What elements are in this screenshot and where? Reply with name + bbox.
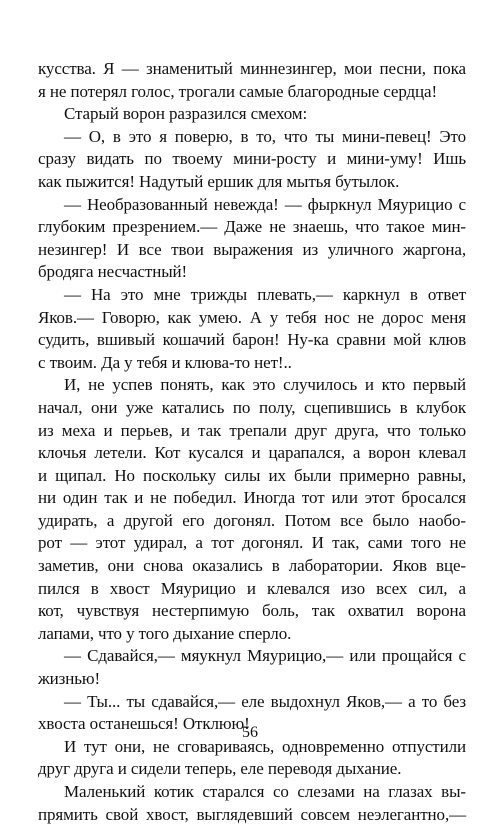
text-line: с твоим. Да у тебя и клюва-то нет!.. (38, 352, 292, 372)
text-line: ни один так и не победил. Иногда тот или этот бросался (38, 488, 466, 508)
text-line: друг друга и сидели теперь, еле переводя дыхание. (38, 759, 402, 779)
text-line: жизнью! (38, 669, 101, 689)
text-line: Маленький котик старался со слезами на глазах вы- (64, 782, 466, 801)
text-line: глубоким презрением.— Даже не знаешь, что такое мин- (38, 217, 466, 237)
text-line: кусства. Я — знаменитый миннезингер, мои песни, пока (38, 59, 466, 78)
text-line: начал, они уже катались по полу, сцепившись в клубок (38, 397, 466, 417)
text-line: сразу видать по твоему мини-росту и мини-уму! Ишь (38, 149, 466, 169)
text-line: клочья летели. Кот кусался и царапался, а ворон клевал (38, 443, 466, 463)
text-line: прямить свой хвост, выглядевший совсем неэлегантно,— (38, 804, 466, 824)
text-line: Яков.— Говорю, как умею. А у тебя нос не дорос меня (38, 307, 466, 327)
text-line: кот, чувствуя нестерпимую боль, так охватил ворона (38, 601, 466, 621)
text-line: хвоста останешься! Отклюю! (38, 714, 250, 734)
text-line: из меха и перьев, и так трепали друг друга, что только (38, 420, 466, 440)
text-line: лапами, что у того дыхание сперло. (38, 623, 292, 643)
text-line: Старый ворон разразился смехом: (64, 104, 308, 124)
text-line: я не потерял голос, трогали самые благородные сердца! (38, 81, 438, 101)
text-line: судить, вшивый кошачий барон! Ну-ка сравни мой клюв (38, 330, 466, 350)
text-line: незингер! И все твои выражения из уличного жаргона, (38, 239, 466, 259)
text-line: И тут они, не сговариваясь, одновременно отпустили (64, 736, 466, 756)
text-line: — Ты... ты сдавайся,— еле выдохнул Яков,— а то без (64, 691, 466, 711)
page-number: 56 (242, 724, 258, 741)
text-line: — Сдавайся,— мяукнул Мяурицио,— или прощайся с (64, 646, 466, 666)
text-line: рот — этот удирал, а тот догонял. И так, сами того не (38, 533, 466, 553)
text-line: удирать, а другой его догонял. Потом все было наобо- (38, 510, 466, 530)
text-line: как пыжится! Надутый ершик для мытья бутылок. (38, 171, 400, 191)
text-line: И, не успев понять, как это случилось и кто первый (64, 375, 466, 395)
book-page-text (38, 58, 466, 826)
text-line: заметив, они снова оказались в лаборатории. Яков вце- (38, 556, 466, 576)
text-line: — На это мне трижды плевать,— каркнул в ответ (64, 284, 466, 304)
text-line: — О, в это я поверю, в то, что ты мини-певец! Это (64, 126, 466, 146)
text-line: бродяга несчастный! (38, 262, 188, 282)
text-line: и щипал. Но поскольку силы их были примерно равны, (38, 465, 466, 485)
text-line: пился в хвост Мяурицио и клевался изо всех сил, а (38, 578, 466, 598)
text-line: — Необразованный невежда! — фыркнул Мяурицио с (64, 194, 466, 214)
